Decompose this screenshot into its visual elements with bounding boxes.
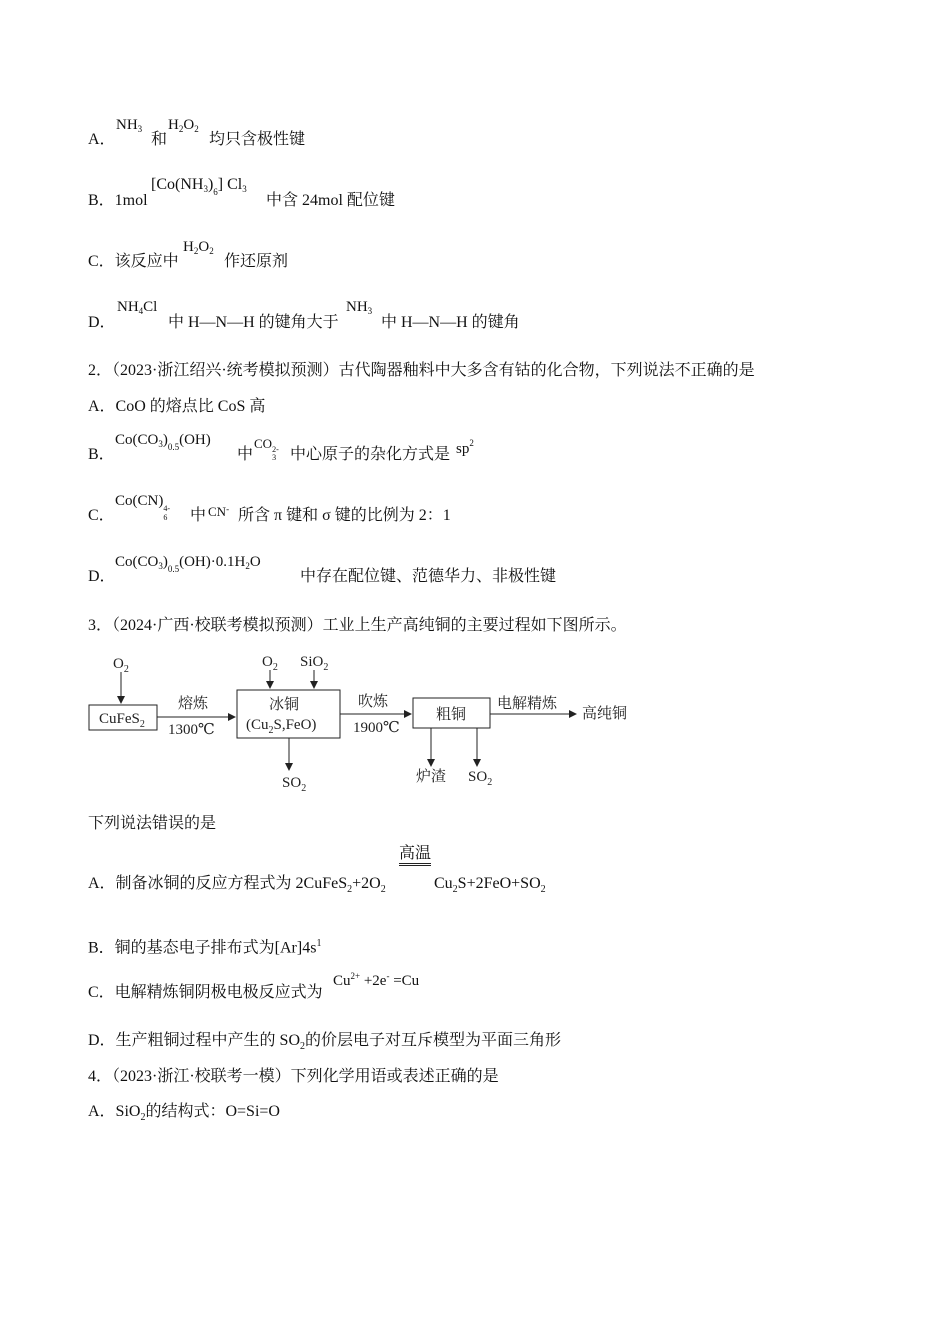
formula-nh3: $NH_3$ [116, 117, 143, 134]
q1-option-c-text: 作还原剂 [224, 253, 289, 270]
copper-process-flowchart [86, 648, 646, 798]
q3-option-c-label: C．电解精炼铜阴极电极反应式为 [88, 984, 323, 1001]
q3-stem: 3．（2024·广西·校联考模拟预测）工业上生产高纯铜的主要过程如下图所示。 [88, 617, 627, 634]
label-temp-1300: 1300℃ [168, 722, 215, 738]
label-matte-composition: $(Cu_2S,FeO)$ [246, 717, 317, 736]
q4-option-a: A．SiO$_2$的结构式：O=Si=O [88, 1103, 280, 1124]
q2-option-a: A．CoO 的熔点比 CoS 高 [88, 398, 266, 415]
formula-co-nh3-6-cl3: $[Co(NH3)_6]$ Cl3 [151, 176, 247, 197]
q2-option-c-text: 所含 π 键和 σ 键的比例为 2：1 [238, 507, 451, 524]
q1-option-d-label: D． [88, 314, 116, 331]
q1-option-b-text: 中含 24mol 配位键 [266, 192, 395, 209]
q3-option-a-text: A．制备冰铜的反应方程式为 $2CuFeS_2+2O_2$ [88, 875, 386, 896]
q1-option-a-and: 和 [151, 131, 168, 148]
q2-option-d-text: 中存在配位键、范德华力、非极性键 [300, 568, 557, 585]
q2-option-c-label: C． [88, 507, 115, 524]
q3-sub-stem: 下列说法错误的是 [88, 815, 217, 832]
label-blowing: 吹炼 [358, 694, 389, 710]
q3-option-b: B．铜的基态电子排布式为$[Ar]4s^1$ [88, 938, 322, 957]
q2-option-b-label: B． [88, 446, 115, 463]
label-cufes2: CuFeS$_2$ [99, 711, 145, 730]
q2-option-b-mid: 中 [237, 446, 254, 463]
label-o2-input-1: $O_2$ [113, 656, 129, 675]
q2-option-b-text: 中心原子的杂化方式是 [290, 446, 451, 463]
formula-h2o2: $H_2O_2$ [183, 239, 214, 256]
q3-option-d: D．生产粗铜过程中产生的 $SO_2$的价层电子对互斥模型为平面三角形 [88, 1032, 562, 1053]
label-so2-output-2: $SO_2$ [468, 769, 493, 788]
label-sio2-input: SiO$_2$ [300, 654, 329, 673]
q1-option-a-text: 均只含极性键 [209, 131, 306, 148]
formula-cobalt-cyanide-complex: Co(CN) 4- 6 [115, 493, 171, 522]
formula-hydrated-cobalt-carbonate: $Co(CO_3)_{0.5}(OH)\cdot 0.1H_2O$ [115, 554, 261, 574]
label-smelting: 熔炼 [178, 696, 209, 712]
label-slag: 炉渣 [416, 769, 447, 785]
label-blister-copper: 粗铜 [436, 707, 467, 723]
label-so2-output-1: $SO_2$ [282, 775, 307, 794]
formula-carbonate-ion: CO 2- 3 [254, 436, 279, 462]
formula-sp2: $sp^2$ [456, 438, 474, 457]
q1-option-d-text1: 中 H—N—H 的键角大于 [168, 314, 339, 331]
q1-option-d-text2: 中 H—N—H 的键角 [381, 314, 520, 331]
formula-nh3: $NH_3$ [346, 299, 373, 316]
reaction-condition-high-temp: 高温 [399, 845, 431, 866]
label-o2-input-2: $O_2$ [262, 654, 278, 673]
q3-option-a-products: $Cu_2S+2FeO+SO_2$ [434, 875, 546, 896]
q4-stem: 4．（2023·浙江·校联考一模）下列化学用语或表述正确的是 [88, 1068, 499, 1085]
q2-option-d-label: D． [88, 568, 116, 585]
formula-cyanide-ion: CN- [208, 504, 230, 519]
formula-h2o2: $H_2O_2$ [168, 117, 199, 134]
label-temp-1900: 1900℃ [353, 720, 400, 736]
q1-option-c-label: C．该反应中 [88, 253, 179, 270]
label-electrorefining: 电解精炼 [497, 696, 558, 712]
q1-option-b-label: B．1mol [88, 192, 148, 209]
q2-stem: 2．（2023·浙江绍兴·统考模拟预测）古代陶器釉料中大多含有钴的化合物，下列说法不正确的是 [88, 362, 755, 379]
formula-nh4cl: $NH_4Cl$ [117, 299, 158, 316]
formula-cathode-reaction: $Cu^{2+} +2e^- =Cu$ [333, 971, 420, 989]
q1-option-a-label: A． [88, 131, 116, 148]
label-copper-matte: 冰铜 [269, 697, 300, 713]
q2-option-c-mid: 中 [190, 507, 207, 524]
formula-basic-cobalt-carbonate: $Co(CO_3)_{0.5}(OH)$ [115, 432, 211, 452]
label-pure-copper: 高纯铜 [582, 706, 628, 722]
